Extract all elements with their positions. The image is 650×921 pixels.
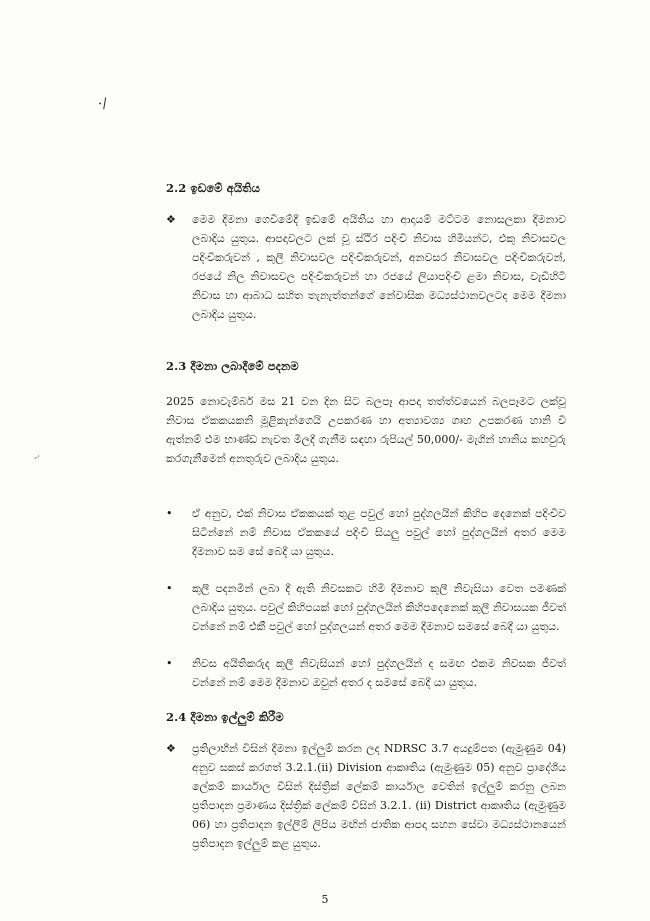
- page-number: 5: [321, 893, 329, 906]
- section-2-3: [166, 359, 566, 692]
- stray-pen-mark: -·: [32, 451, 43, 464]
- list-item: [166, 504, 566, 561]
- margin-pen-mark: ·/: [96, 95, 109, 113]
- section-2-2: [166, 181, 566, 324]
- diamond-bullet-icon: ❖: [166, 742, 176, 755]
- list-item: [166, 579, 566, 636]
- list-item-text: ප්‍රතිලාභීන් විසින් දීමනා ඉල්ලුම් කරන ලද NDRSC 3.7 අයදුම්පත (ඇමුණුම 04) අනුව සකස් කරගත් 3.2.1.(ii) Division ආකෘතිය (ඇමුණුම 05) අනුව ප්‍රාදේශීය ලේකම් කාර්යාල විසින් දිස්ත්‍රික් ලේකම් කාර්යාල වෙතින් ඉල්ලුම් කරනු ලබන ප්‍රතිපාදන ප්‍රමාණය දිස්ත්‍රික් ලේකම් විසින් 3.2.1. (ii) District ආකෘතිය (ඇමුණුම 06) හා ප්‍රතිපාදන ඉල්ලීම් ලිපිය මඟින් ජාතික ආපදා සහන සේවා මධ්‍යස්ථානයෙන් ප්‍රතිපාදන ඉල්ලුම් කළ යුතුය.: [192, 742, 566, 850]
- list-item-text: මෙම දීමනා ගෙවීමේදී ඉඩමේ අයිතිය හා ආදායම් මට්ටම නොසලකා දීමනාව ලබාදිය යුතුය. ආපදාවලට ලක් වූ ස්ථිර පදිංචි නිවාස හිමියන්ට, එකු නිවාසවල පදිංචිකරුවන් , කුලී නිවාසවල පදිංචිකරුවන්, අනවසර නිවාසවල පදිංචිකරුවන්, රජයේ නිල නිවාසවල පදිංචිකරුවන් හා රජයේ ලියාපදිංචි ළමා නිවාස, වැඩිහිටි නිවාස හා ආබාධ සහිත තැනැත්තන්ගේ නේවාසික මධ්‍යස්ථානවලටද මෙම දීමනා ලබාදිය යුතුය.: [192, 213, 566, 321]
- diamond-bullet-icon: ❖: [166, 213, 176, 226]
- section-paragraph: 2025 නොවැම්බර් මස 21 වන දින සිට බලපෑ ආපදා තත්ත්වයෙන් බලපෑමට ලක්වූ නිවාස ඒකකයකනි මූළිකැන්ගෙයි උපකරණ හා අත්‍යාවශ්‍ය ගෘහ උපකරණ හානි වී ඇත්නම් එම භාණ්ඩ නැවත මිලදී ගැනීම සඳහා රුපියල් 50,000/- මැගින් හානිය කහවුරු කරගැනීමෙන් අනතුරුව ලබාදිය යුතුය.: [166, 395, 566, 465]
- dot-bullet-icon: •: [166, 582, 173, 595]
- section-2-4: [166, 710, 566, 853]
- list-item-text: නිවස අයිතිකරුද කුලී නිවැසියන් හෝ පුද්ගලයින් ද සමඟ එකම නිවසක ජීවත් වන්නේ නම් මෙම දීමනාව ඔවුන් අතර ද සමසේ බෙදී යා යුතුය.: [192, 657, 566, 689]
- dot-bullet-icon: •: [166, 507, 173, 520]
- dot-bullet-icon: •: [166, 657, 173, 670]
- list-item-text: කුලී පදනමින් ලබා දී ඇති නිවසකට හිමි දීමනාව කුලී නිවැසියා වෙත පමණක් ලබාදිය යුතුය. පවුල් කිහිපයක් හෝ පුද්ගලයින් කිහිපදෙනෙක් කුලී නිවාසයක ජීවත් වන්නේ නම් එකී පවුල් හෝ පුද්ගලයන් අතර මෙම දීමනාව සමසේ බෙදී යා යුතුය.: [192, 582, 566, 633]
- list-item-text: ඒ අනුව, එක් නිවාස ඒකකයක් තුළ පවුල් හෝ පුද්ගලයින් කිහිප දෙනෙක් පදිංචිව සිටින්නේ නම් නිවාස ඒකකයේ පදිංචි සියලු පවුල් හෝ පුද්ගලයින් අතර මෙම දීමනාව සම සේ බෙදී යා යුතුය.: [192, 507, 566, 558]
- list-item: [166, 654, 566, 692]
- section-heading: 2.2 ඉඩමේ අයිතිය: [166, 181, 260, 195]
- section-heading: 2.3 දීමනා ලබාදීමේ පදනම: [166, 359, 299, 373]
- list-item: [166, 739, 566, 853]
- section-heading: 2.4 දීමනා ඉල්ලුම් කිරීම: [166, 710, 284, 724]
- list-item: [166, 210, 566, 324]
